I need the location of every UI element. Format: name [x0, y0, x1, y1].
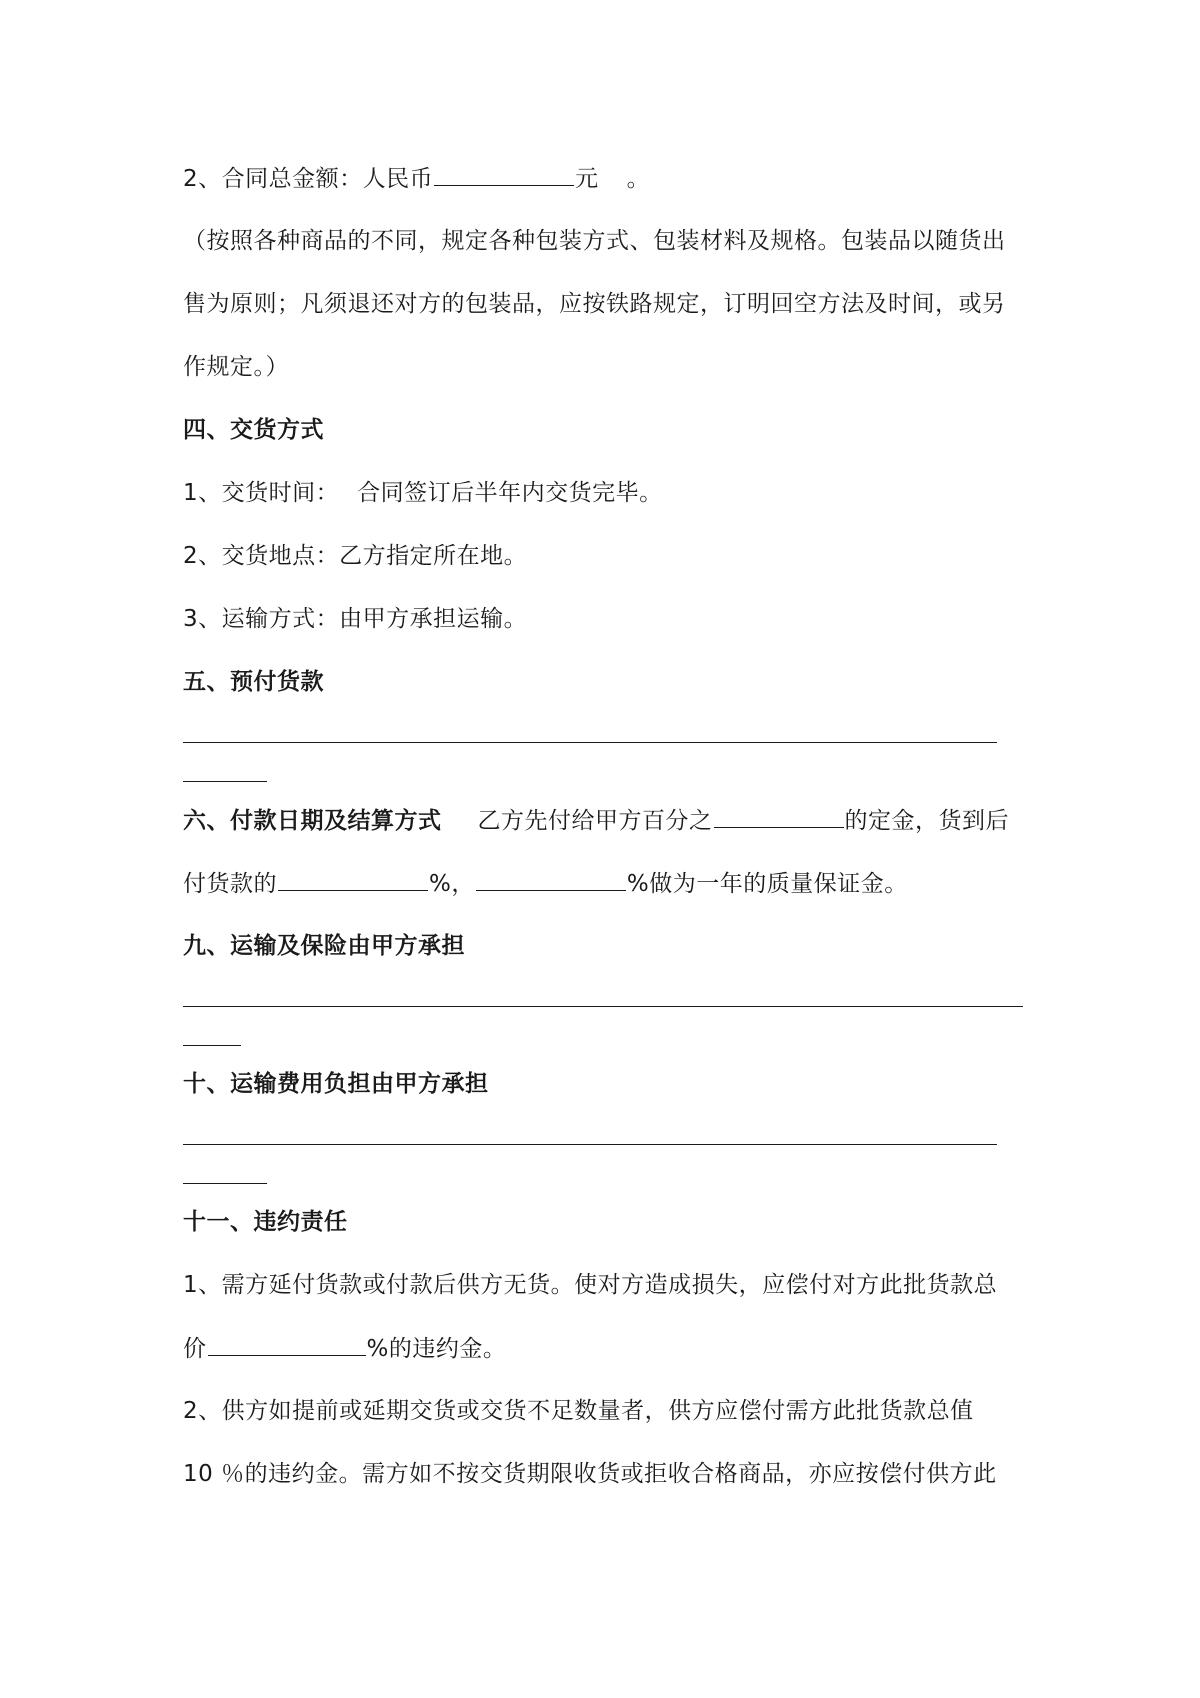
deposit-suffix: 的定金，货到后	[844, 808, 1009, 834]
section-4-heading: 四、交货方式	[183, 417, 324, 443]
section-10-blank-line-2	[183, 1183, 267, 1184]
warranty-text: %做为一年的质量保证金。	[626, 871, 908, 897]
breach-clause-1-line-2	[183, 1333, 506, 1364]
section-9-blank-line-2	[183, 1045, 241, 1046]
currency-unit: 元	[575, 166, 599, 192]
warranty-percent-blank	[476, 868, 626, 891]
breach-clause-2-line-1: 2、供方如提前或延期交货或交货不足数量者，供方应偿付需方此批货款总值	[183, 1398, 974, 1424]
section-6-heading: 六、付款日期及结算方式	[183, 808, 442, 834]
section-9-blank-line-1	[183, 1006, 1023, 1007]
breach-percent-blank	[208, 1333, 366, 1356]
breach-clause-2-line-2: 10 ％的违约金。需方如不按交货期限收货或拒收合格商品，亦应按偿付供方此	[183, 1461, 997, 1487]
delivery-time-line	[183, 478, 663, 508]
transport-mode-line: 3、运输方式：由甲方承担运输。	[183, 606, 528, 632]
payment-percent-blank	[278, 868, 428, 891]
amount-period: 。	[626, 166, 651, 192]
contract-amount-label: 2、合同总金额：人民币	[183, 166, 434, 192]
contract-amount-line	[183, 163, 650, 194]
payment-text: 付货款的	[183, 871, 277, 897]
section-5-blank-line-1	[183, 742, 997, 743]
packaging-text-2: 售为原则；凡须退还对方的包装品，应按铁路规定，订明回空方法及时间，或另	[183, 291, 1006, 317]
section-5-heading: 五、预付货款	[183, 669, 324, 695]
section-9-heading: 九、运输及保险由甲方承担	[183, 933, 465, 959]
section-5-blank-line-2	[183, 781, 267, 782]
deposit-text: 乙方先付给甲方百分之	[477, 808, 713, 834]
delivery-time-label: 1、交货时间：	[183, 480, 340, 506]
section-6-line-1	[183, 805, 1009, 836]
section-6-line-2	[183, 868, 908, 899]
packaging-text-1: （按照各种商品的不同，规定各种包装方式、包装材料及规格。包装品以随货出	[183, 228, 1006, 254]
delivery-time-value: 合同签订后半年内交货完毕。	[357, 480, 663, 506]
delivery-place-line: 2、交货地点：乙方指定所在地。	[183, 543, 528, 569]
amount-blank	[434, 163, 574, 186]
section-10-blank-line-1	[183, 1144, 997, 1145]
deposit-percent-blank	[714, 805, 844, 828]
packaging-text-3: 作规定。）	[183, 354, 289, 380]
breach-penalty-text: %的违约金。	[366, 1336, 507, 1362]
breach-price-label: 价	[183, 1336, 207, 1362]
payment-percent-sign: %，	[429, 871, 475, 897]
section-11-heading: 十一、违约责任	[183, 1209, 348, 1235]
breach-clause-1-line-1: 1、需方延付货款或付款后供方无货。使对方造成损失，应偿付对方此批货款总	[183, 1272, 998, 1298]
section-10-heading: 十、运输费用负担由甲方承担	[183, 1071, 489, 1097]
